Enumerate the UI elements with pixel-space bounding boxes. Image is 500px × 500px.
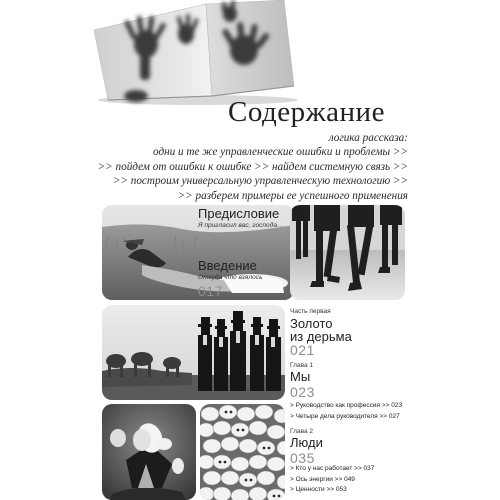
chapter-two-items (290, 464, 374, 496)
egg-head-figure-photo (102, 404, 196, 500)
chapter-one-item[interactable]: > Руководство как профессия >> 023 (290, 402, 403, 409)
chapter-one-label: Глава 1 (290, 362, 313, 369)
walking-legs-photo (290, 205, 405, 300)
intro-line: одни и те же управленческие ошибки и проблемы >> (153, 146, 408, 159)
chapter-one-title[interactable]: Мы (290, 369, 311, 384)
introduction-title[interactable]: Введение (198, 258, 257, 273)
pile-of-eggs-photo (200, 404, 285, 500)
part-one-title-line1[interactable]: Золото (290, 316, 333, 331)
introduction-subtitle: Откуда что взялось (198, 274, 263, 281)
page-title: Содержание (228, 96, 385, 128)
story-logic-block (98, 131, 408, 203)
chapter-two-item[interactable]: > Ось энергии >> 049 (290, 475, 355, 483)
chapter-one-items (290, 401, 402, 422)
intro-line: >> построим универсальную управленческую технологию >> (112, 175, 408, 188)
chapter-two-label: Глава 2 (290, 428, 313, 435)
intro-line: >> разберем примеры ее успешного применения (177, 189, 408, 202)
introduction-page-number: 017 (198, 283, 223, 299)
chapter-two-title[interactable]: Люди (290, 435, 323, 450)
intro-line: логика рассказа: (328, 132, 408, 144)
open-book-photo (88, 0, 300, 106)
chapter-one-page-number: 023 (290, 384, 315, 400)
chapter-two-page-number: 035 (290, 450, 315, 466)
preface-subtitle: Я пригласил вас, господа… (198, 222, 284, 229)
part-one-label: Часть первая (290, 308, 331, 315)
preface-title[interactable]: Предисловие (198, 206, 280, 221)
intro-line: >> пойдем от ошибки к ошибке >> найдем системную связь >> (97, 160, 408, 173)
chapter-one-item[interactable]: > Четыре дела руководителя >> 027 (290, 412, 400, 420)
chapter-two-item[interactable]: > Кто у нас работает >> 037 (290, 465, 375, 472)
preface-page-number: 011 (198, 230, 222, 246)
men-in-top-hats-photo (102, 305, 285, 400)
part-one-title-line2[interactable]: из дерьма (290, 329, 352, 344)
chapter-two-item[interactable]: > Ценности >> 053 (290, 486, 347, 493)
part-one-page-number: 021 (290, 342, 315, 358)
